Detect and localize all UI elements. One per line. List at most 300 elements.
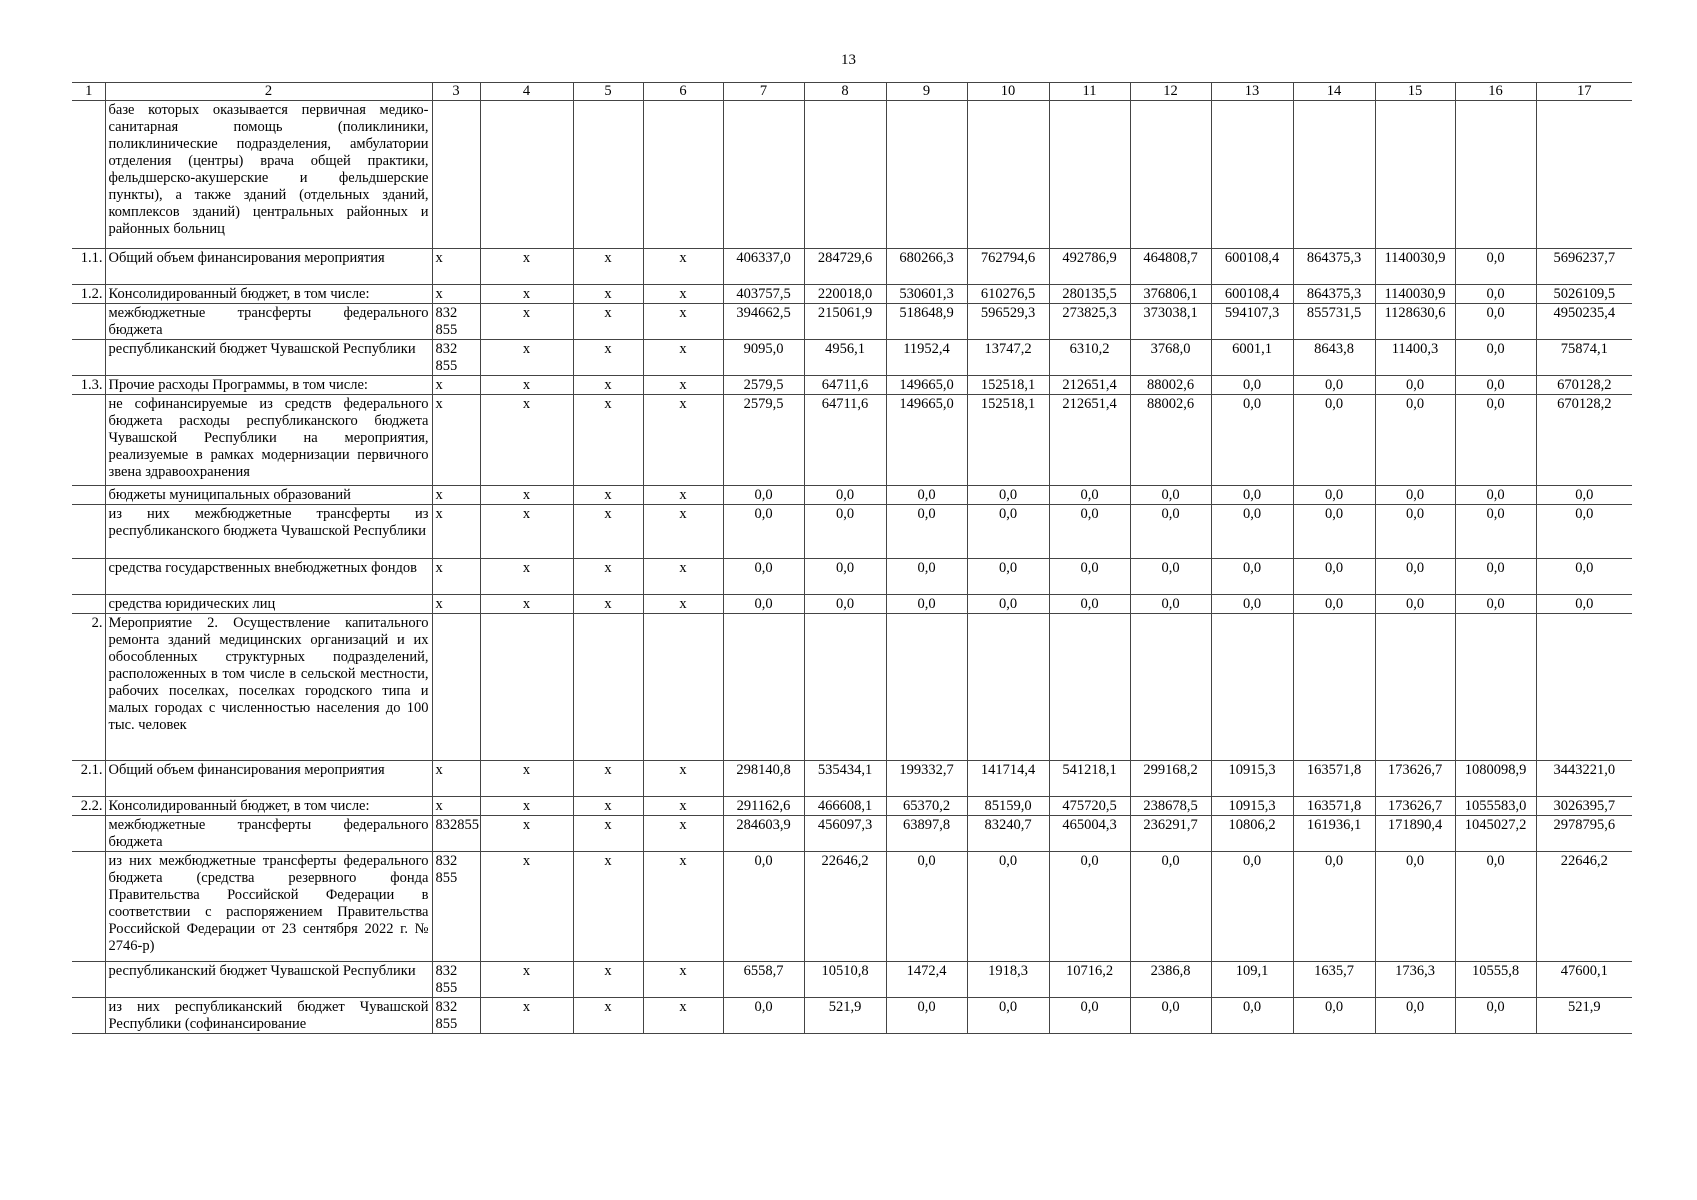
value-cell: 0,0 xyxy=(1049,595,1130,614)
value-cell: 0,0 xyxy=(1455,998,1536,1034)
value-cell: 8643,8 xyxy=(1293,340,1375,376)
value-cell: 0,0 xyxy=(1293,595,1375,614)
value-cell: 0,0 xyxy=(1049,998,1130,1034)
marker-cell xyxy=(480,101,573,249)
value-cell xyxy=(723,101,804,249)
value-cell: 0,0 xyxy=(1375,559,1455,595)
value-cell: 10555,8 xyxy=(1455,962,1536,998)
marker-cell: x xyxy=(643,395,723,486)
value-cell: 65370,2 xyxy=(886,797,967,816)
value-cell: 280135,5 xyxy=(1049,285,1130,304)
row-number-cell xyxy=(72,998,105,1034)
value-cell: 0,0 xyxy=(1455,595,1536,614)
value-cell: 152518,1 xyxy=(967,376,1049,395)
value-cell: 762794,6 xyxy=(967,249,1049,285)
value-cell: 9095,0 xyxy=(723,340,804,376)
marker-cell: x xyxy=(643,340,723,376)
marker-cell: x xyxy=(643,486,723,505)
value-cell: 11952,4 xyxy=(886,340,967,376)
description-cell: Консолидированный бюджет, в том числе: xyxy=(105,285,432,304)
value-cell: 1140030,9 xyxy=(1375,285,1455,304)
value-cell: 0,0 xyxy=(1293,852,1375,962)
row-number-cell xyxy=(72,101,105,249)
value-cell: 0,0 xyxy=(1211,486,1293,505)
value-cell xyxy=(967,101,1049,249)
value-cell: 3026395,7 xyxy=(1536,797,1632,816)
marker-cell: x xyxy=(643,595,723,614)
header-cell: 11 xyxy=(1049,83,1130,101)
value-cell: 456097,3 xyxy=(804,816,886,852)
value-cell xyxy=(1375,101,1455,249)
value-cell: 600108,4 xyxy=(1211,285,1293,304)
value-cell: 596529,3 xyxy=(967,304,1049,340)
value-cell: 2386,8 xyxy=(1130,962,1211,998)
marker-cell: x xyxy=(573,395,643,486)
code-cell: 832 855 xyxy=(432,852,480,962)
value-cell: 0,0 xyxy=(967,486,1049,505)
value-cell: 238678,5 xyxy=(1130,797,1211,816)
marker-cell: x xyxy=(480,395,573,486)
value-cell: 161936,1 xyxy=(1293,816,1375,852)
value-cell: 0,0 xyxy=(1293,395,1375,486)
value-cell: 670128,2 xyxy=(1536,376,1632,395)
value-cell xyxy=(804,101,886,249)
value-cell: 518648,9 xyxy=(886,304,967,340)
value-cell: 0,0 xyxy=(967,852,1049,962)
value-cell: 0,0 xyxy=(1375,595,1455,614)
value-cell: 0,0 xyxy=(1211,852,1293,962)
table-row xyxy=(72,595,1632,614)
value-cell: 6558,7 xyxy=(723,962,804,998)
table-row xyxy=(72,962,1632,998)
code-cell: x xyxy=(432,285,480,304)
marker-cell: x xyxy=(643,376,723,395)
value-cell: 0,0 xyxy=(1049,505,1130,559)
row-number-cell xyxy=(72,852,105,962)
value-cell: 85159,0 xyxy=(967,797,1049,816)
marker-cell: x xyxy=(480,852,573,962)
value-cell: 0,0 xyxy=(1536,559,1632,595)
value-cell: 64711,6 xyxy=(804,395,886,486)
marker-cell xyxy=(643,614,723,761)
value-cell: 22646,2 xyxy=(1536,852,1632,962)
value-cell: 0,0 xyxy=(804,559,886,595)
value-cell: 0,0 xyxy=(1211,559,1293,595)
code-cell: 832 855 xyxy=(432,304,480,340)
description-cell: Общий объем финансирования мероприятия xyxy=(105,761,432,797)
value-cell: 3768,0 xyxy=(1130,340,1211,376)
value-cell: 0,0 xyxy=(1455,486,1536,505)
value-cell: 4950235,4 xyxy=(1536,304,1632,340)
value-cell xyxy=(1375,614,1455,761)
value-cell: 0,0 xyxy=(886,559,967,595)
value-cell: 1635,7 xyxy=(1293,962,1375,998)
header-cell: 7 xyxy=(723,83,804,101)
value-cell: 0,0 xyxy=(886,486,967,505)
value-cell: 4956,1 xyxy=(804,340,886,376)
value-cell: 2579,5 xyxy=(723,395,804,486)
value-cell xyxy=(1211,614,1293,761)
value-cell: 0,0 xyxy=(723,998,804,1034)
value-cell: 173626,7 xyxy=(1375,797,1455,816)
row-number-cell xyxy=(72,486,105,505)
value-cell: 75874,1 xyxy=(1536,340,1632,376)
header-cell: 4 xyxy=(480,83,573,101)
code-cell: 832 855 xyxy=(432,962,480,998)
header-cell: 3 xyxy=(432,83,480,101)
value-cell: 0,0 xyxy=(967,559,1049,595)
marker-cell: x xyxy=(480,559,573,595)
value-cell: 530601,3 xyxy=(886,285,967,304)
value-cell: 212651,4 xyxy=(1049,376,1130,395)
code-cell: x xyxy=(432,376,480,395)
value-cell: 394662,5 xyxy=(723,304,804,340)
header-cell: 14 xyxy=(1293,83,1375,101)
description-cell: Мероприятие 2. Осуществление капитального ремонта зданий медицинских организаций и их обособленных структурных подразделений, расположенных в том числе в сельской местности, рабочих поселках, поселках городского типа и малых городах с численностью населения до 100 тыс. человек xyxy=(105,614,432,761)
value-cell: 0,0 xyxy=(1375,395,1455,486)
value-cell xyxy=(1130,101,1211,249)
row-number-cell xyxy=(72,304,105,340)
description-cell: базе которых оказывается первичная медико-санитарная помощь (поликлиники, поликлинические подразделения, амбулатории отделения (центры) врача общей практики, фельдшерско-акушерские и фельдшерские пункты), а также зданий (отдельных зданий, комплексов зданий) центральных районных и районных больниц xyxy=(105,101,432,249)
marker-cell: x xyxy=(643,761,723,797)
value-cell: 199332,7 xyxy=(886,761,967,797)
value-cell: 600108,4 xyxy=(1211,249,1293,285)
header-cell: 5 xyxy=(573,83,643,101)
row-number-cell xyxy=(72,816,105,852)
value-cell xyxy=(1455,614,1536,761)
value-cell: 0,0 xyxy=(1455,340,1536,376)
code-cell: 832 855 xyxy=(432,340,480,376)
description-cell: межбюджетные трансферты федерального бюджета xyxy=(105,304,432,340)
row-number-cell: 1.1. xyxy=(72,249,105,285)
header-cell: 8 xyxy=(804,83,886,101)
marker-cell: x xyxy=(573,797,643,816)
value-cell: 10716,2 xyxy=(1049,962,1130,998)
value-cell: 0,0 xyxy=(886,595,967,614)
description-cell: Прочие расходы Программы, в том числе: xyxy=(105,376,432,395)
value-cell: 109,1 xyxy=(1211,962,1293,998)
value-cell: 0,0 xyxy=(886,505,967,559)
value-cell: 0,0 xyxy=(1130,559,1211,595)
code-cell: x xyxy=(432,559,480,595)
value-cell: 5026109,5 xyxy=(1536,285,1632,304)
value-cell: 0,0 xyxy=(804,505,886,559)
value-cell: 0,0 xyxy=(1455,376,1536,395)
value-cell: 464808,7 xyxy=(1130,249,1211,285)
value-cell: 1045027,2 xyxy=(1455,816,1536,852)
value-cell: 236291,7 xyxy=(1130,816,1211,852)
value-cell: 0,0 xyxy=(723,505,804,559)
value-cell xyxy=(886,614,967,761)
description-cell: республиканский бюджет Чувашской Республики xyxy=(105,340,432,376)
value-cell: 521,9 xyxy=(1536,998,1632,1034)
value-cell: 5696237,7 xyxy=(1536,249,1632,285)
marker-cell: x xyxy=(480,505,573,559)
value-cell: 63897,8 xyxy=(886,816,967,852)
marker-cell: x xyxy=(480,285,573,304)
marker-cell xyxy=(573,101,643,249)
marker-cell: x xyxy=(480,376,573,395)
value-cell: 10510,8 xyxy=(804,962,886,998)
value-cell: 1472,4 xyxy=(886,962,967,998)
value-cell: 141714,4 xyxy=(967,761,1049,797)
code-cell xyxy=(432,101,480,249)
value-cell: 0,0 xyxy=(1375,376,1455,395)
row-number-cell: 1.2. xyxy=(72,285,105,304)
value-cell: 2579,5 xyxy=(723,376,804,395)
value-cell: 594107,3 xyxy=(1211,304,1293,340)
value-cell: 0,0 xyxy=(1455,559,1536,595)
value-cell: 22646,2 xyxy=(804,852,886,962)
marker-cell: x xyxy=(480,761,573,797)
value-cell: 0,0 xyxy=(1293,559,1375,595)
value-cell: 0,0 xyxy=(1375,486,1455,505)
marker-cell: x xyxy=(573,962,643,998)
code-cell: 832 855 xyxy=(432,998,480,1034)
value-cell xyxy=(967,614,1049,761)
value-cell: 0,0 xyxy=(1536,486,1632,505)
value-cell: 149665,0 xyxy=(886,395,967,486)
value-cell: 171890,4 xyxy=(1375,816,1455,852)
value-cell: 149665,0 xyxy=(886,376,967,395)
table-row xyxy=(72,395,1632,486)
marker-cell: x xyxy=(643,304,723,340)
header-cell: 15 xyxy=(1375,83,1455,101)
description-cell: Консолидированный бюджет, в том числе: xyxy=(105,797,432,816)
value-cell: 680266,3 xyxy=(886,249,967,285)
marker-cell: x xyxy=(573,376,643,395)
row-number-cell: 1.3. xyxy=(72,376,105,395)
value-cell: 0,0 xyxy=(1130,595,1211,614)
header-cell: 6 xyxy=(643,83,723,101)
row-number-cell xyxy=(72,559,105,595)
value-cell xyxy=(1293,614,1375,761)
marker-cell: x xyxy=(573,285,643,304)
marker-cell xyxy=(480,614,573,761)
value-cell: 0,0 xyxy=(723,486,804,505)
value-cell: 864375,3 xyxy=(1293,249,1375,285)
marker-cell: x xyxy=(573,340,643,376)
table-row xyxy=(72,304,1632,340)
header-cell: 9 xyxy=(886,83,967,101)
table-row xyxy=(72,340,1632,376)
value-cell: 0,0 xyxy=(1293,505,1375,559)
marker-cell: x xyxy=(480,962,573,998)
value-cell: 152518,1 xyxy=(967,395,1049,486)
marker-cell: x xyxy=(573,505,643,559)
header-cell: 10 xyxy=(967,83,1049,101)
row-number-cell xyxy=(72,395,105,486)
value-cell xyxy=(1211,101,1293,249)
value-cell: 173626,7 xyxy=(1375,761,1455,797)
marker-cell: x xyxy=(643,285,723,304)
value-cell: 0,0 xyxy=(1130,505,1211,559)
value-cell: 47600,1 xyxy=(1536,962,1632,998)
header-cell: 17 xyxy=(1536,83,1632,101)
value-cell: 2978795,6 xyxy=(1536,816,1632,852)
table-row xyxy=(72,376,1632,395)
value-cell: 0,0 xyxy=(1293,376,1375,395)
table-row xyxy=(72,101,1632,249)
value-cell: 1918,3 xyxy=(967,962,1049,998)
value-cell: 10915,3 xyxy=(1211,761,1293,797)
value-cell: 88002,6 xyxy=(1130,395,1211,486)
value-cell xyxy=(1049,101,1130,249)
value-cell: 0,0 xyxy=(723,559,804,595)
row-number-cell xyxy=(72,595,105,614)
code-cell: x xyxy=(432,595,480,614)
marker-cell: x xyxy=(480,340,573,376)
value-cell: 670128,2 xyxy=(1536,395,1632,486)
header-cell: 16 xyxy=(1455,83,1536,101)
code-cell: x xyxy=(432,249,480,285)
value-cell: 163571,8 xyxy=(1293,761,1375,797)
value-cell: 0,0 xyxy=(1049,486,1130,505)
marker-cell: x xyxy=(573,595,643,614)
marker-cell: x xyxy=(643,816,723,852)
value-cell xyxy=(886,101,967,249)
marker-cell: x xyxy=(480,816,573,852)
value-cell: 0,0 xyxy=(1211,595,1293,614)
value-cell: 466608,1 xyxy=(804,797,886,816)
table-row xyxy=(72,505,1632,559)
header-cell: 2 xyxy=(105,83,432,101)
value-cell: 215061,9 xyxy=(804,304,886,340)
value-cell: 0,0 xyxy=(804,595,886,614)
header-cell: 13 xyxy=(1211,83,1293,101)
value-cell: 0,0 xyxy=(967,595,1049,614)
description-cell: Общий объем финансирования мероприятия xyxy=(105,249,432,285)
value-cell: 0,0 xyxy=(1375,852,1455,962)
marker-cell: x xyxy=(480,249,573,285)
marker-cell: x xyxy=(480,998,573,1034)
row-number-cell xyxy=(72,340,105,376)
row-number-cell: 2.1. xyxy=(72,761,105,797)
value-cell: 0,0 xyxy=(1375,998,1455,1034)
value-cell: 406337,0 xyxy=(723,249,804,285)
value-cell: 0,0 xyxy=(1536,505,1632,559)
value-cell: 0,0 xyxy=(1211,395,1293,486)
value-cell: 1128630,6 xyxy=(1375,304,1455,340)
marker-cell: x xyxy=(643,249,723,285)
value-cell: 492786,9 xyxy=(1049,249,1130,285)
value-cell: 64711,6 xyxy=(804,376,886,395)
code-cell: 832855 xyxy=(432,816,480,852)
value-cell: 6001,1 xyxy=(1211,340,1293,376)
description-cell: средства юридических лиц xyxy=(105,595,432,614)
value-cell: 610276,5 xyxy=(967,285,1049,304)
value-cell: 521,9 xyxy=(804,998,886,1034)
value-cell: 0,0 xyxy=(1455,249,1536,285)
table-row xyxy=(72,285,1632,304)
value-cell: 0,0 xyxy=(967,505,1049,559)
row-number-cell xyxy=(72,505,105,559)
code-cell: x xyxy=(432,395,480,486)
value-cell xyxy=(1293,101,1375,249)
marker-cell: x xyxy=(573,852,643,962)
value-cell: 10915,3 xyxy=(1211,797,1293,816)
value-cell: 1736,3 xyxy=(1375,962,1455,998)
budget-table xyxy=(72,82,1632,1034)
marker-cell: x xyxy=(643,998,723,1034)
value-cell: 0,0 xyxy=(1455,395,1536,486)
marker-cell: x xyxy=(573,559,643,595)
code-cell: x xyxy=(432,797,480,816)
value-cell: 0,0 xyxy=(1211,505,1293,559)
table-row xyxy=(72,761,1632,797)
value-cell: 163571,8 xyxy=(1293,797,1375,816)
value-cell: 273825,3 xyxy=(1049,304,1130,340)
value-cell: 0,0 xyxy=(1211,376,1293,395)
description-cell: межбюджетные трансферты федерального бюджета xyxy=(105,816,432,852)
value-cell: 1080098,9 xyxy=(1455,761,1536,797)
value-cell: 0,0 xyxy=(1455,852,1536,962)
value-cell xyxy=(1536,101,1632,249)
value-cell: 535434,1 xyxy=(804,761,886,797)
page-number: 13 xyxy=(841,52,856,68)
value-cell: 0,0 xyxy=(1049,559,1130,595)
marker-cell: x xyxy=(643,797,723,816)
table-row xyxy=(72,614,1632,761)
value-cell: 0,0 xyxy=(1536,595,1632,614)
value-cell: 0,0 xyxy=(1211,998,1293,1034)
value-cell: 0,0 xyxy=(967,998,1049,1034)
value-cell: 0,0 xyxy=(804,486,886,505)
table-row xyxy=(72,797,1632,816)
value-cell: 0,0 xyxy=(886,852,967,962)
code-cell: x xyxy=(432,505,480,559)
value-cell: 864375,3 xyxy=(1293,285,1375,304)
value-cell: 475720,5 xyxy=(1049,797,1130,816)
value-cell: 0,0 xyxy=(1130,998,1211,1034)
header-cell: 12 xyxy=(1130,83,1211,101)
marker-cell: x xyxy=(643,962,723,998)
marker-cell xyxy=(643,101,723,249)
value-cell: 0,0 xyxy=(1455,304,1536,340)
value-cell: 83240,7 xyxy=(967,816,1049,852)
marker-cell: x xyxy=(480,304,573,340)
marker-cell: x xyxy=(573,761,643,797)
marker-cell: x xyxy=(573,998,643,1034)
value-cell: 0,0 xyxy=(723,852,804,962)
description-cell: республиканский бюджет Чувашской Республики xyxy=(105,962,432,998)
value-cell xyxy=(1049,614,1130,761)
row-number-cell xyxy=(72,962,105,998)
marker-cell: x xyxy=(480,595,573,614)
code-cell: x xyxy=(432,761,480,797)
value-cell: 0,0 xyxy=(1293,486,1375,505)
table-row xyxy=(72,816,1632,852)
header-row xyxy=(72,83,1632,101)
value-cell: 284603,9 xyxy=(723,816,804,852)
value-cell: 6310,2 xyxy=(1049,340,1130,376)
table-row xyxy=(72,852,1632,962)
value-cell: 0,0 xyxy=(1455,505,1536,559)
value-cell: 298140,8 xyxy=(723,761,804,797)
value-cell: 376806,1 xyxy=(1130,285,1211,304)
value-cell: 403757,5 xyxy=(723,285,804,304)
value-cell: 0,0 xyxy=(723,595,804,614)
value-cell: 3443221,0 xyxy=(1536,761,1632,797)
code-cell: x xyxy=(432,486,480,505)
value-cell: 1055583,0 xyxy=(1455,797,1536,816)
value-cell: 0,0 xyxy=(1375,505,1455,559)
marker-cell: x xyxy=(643,505,723,559)
description-cell: средства государственных внебюджетных фондов xyxy=(105,559,432,595)
table-body xyxy=(72,83,1632,1034)
value-cell: 373038,1 xyxy=(1130,304,1211,340)
value-cell: 541218,1 xyxy=(1049,761,1130,797)
